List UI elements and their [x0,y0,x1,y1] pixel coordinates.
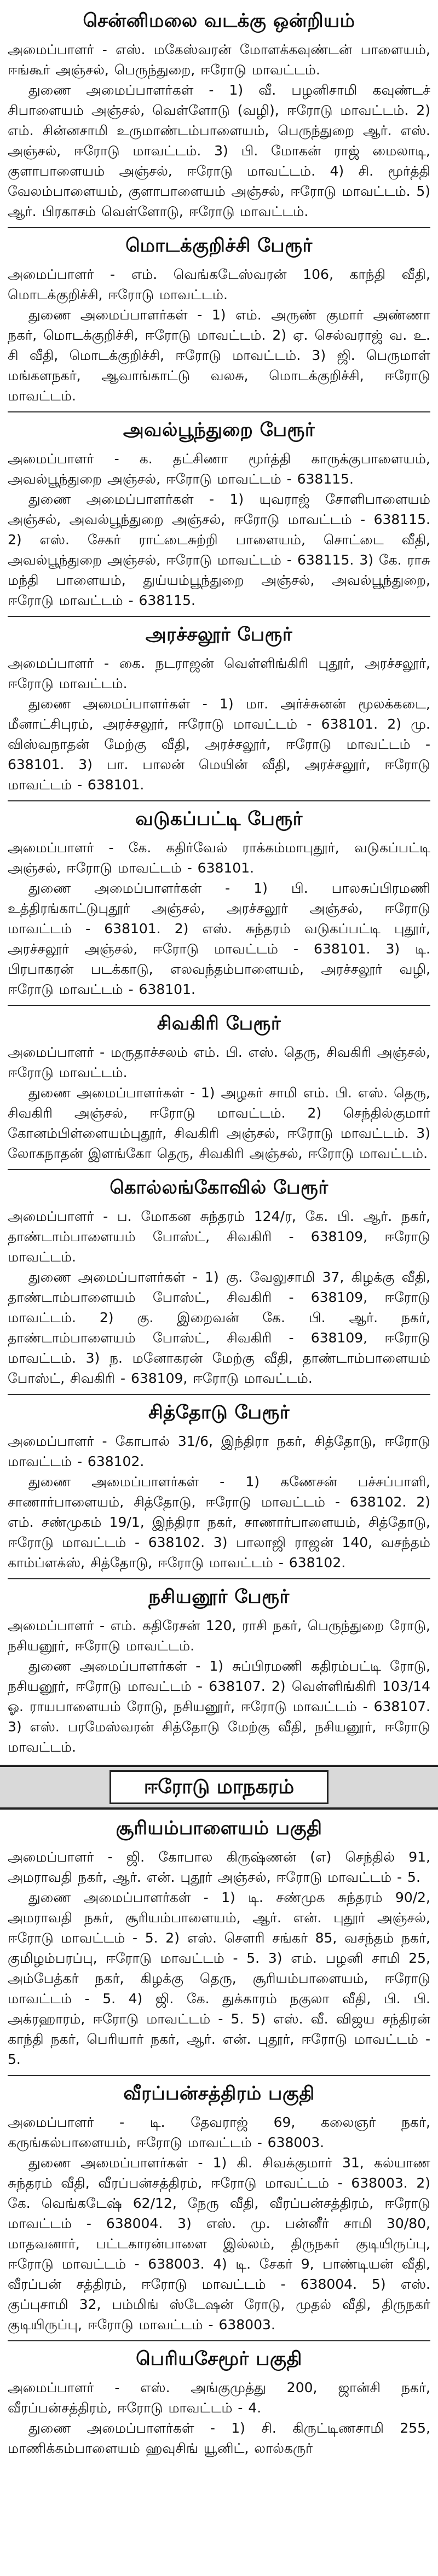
organizer-paragraph: அமைப்பாளர் - மருதாச்சலம் எம். பி. எஸ். தெரு, சிவகிரி அஞ்சல், ஈரோடு மாவட்டம். [8,1044,430,1080]
deputy-organizers-paragraph: துணை அமைப்பாளர்கள் - 1) எம். அருண் குமார் அண்ணா நகர், மொடக்குறிச்சி, ஈரோடு மாவட்டம். 2) ஏ. செல்வராஜ் வ. உ. சி வீதி, மொடக்குறிச்சி, ஈரோடு மாவட்டம். 3) ஜி. பெருமாள் மங்களநகர், ஆவாங்காட்டு வலசு, மொடக்குறிச்சி, ஈரோடு மாவட்டம். [8,307,430,404]
city-sections [8,1814,430,2458]
section [8,227,430,406]
section-divider [8,411,430,412]
section-title: வடுகப்பட்டி பேரூர் [135,808,303,830]
section [8,2075,430,2335]
section [8,1578,430,1757]
section-divider [8,616,430,617]
section-divider [8,2075,430,2076]
section [8,1005,430,1164]
deputy-organizers-paragraph: துணை அமைப்பாளர்கள் - 1) கு. வேலுசாமி 37, கிழக்கு வீதி, தாண்டாம்பாளையம் போஸ்ட், சிவகிரி - 638109, ஈரோடு மாவட்டம். 2) கு. இறைவன் கே. பி. ஆர். நகர், தாண்டாம்பாளையம் போஸ்ட், சிவகிரி - 638109, ஈரோடு மாவட்டம். 3) ந. மனோகரன் மேற்கு வீதி, தாண்டாம்பாளையம் போஸ்ட், சிவகிரி - 638109, ஈரோடு மாவட்டம். [8,1269,430,1386]
organizer-paragraph: அமைப்பாளர் - க. தட்சிணா மூர்த்தி காருக்குபாளையம், அவல்பூந்துறை அஞ்சல், ஈரோடு மாவட்டம் - 638115. [8,451,430,487]
deputy-organizers-paragraph: துணை அமைப்பாளர்கள் - 1) மா. அர்ச்சுனன் மூலக்கடை, மீனாட்சிபுரம், அரச்சலூர், ஈரோடு மாவட்டம் - 638101. 2) மு. விஸ்வநாதன் மேற்கு வீதி, அரச்சலூர், ஈரோடு மாவட்டம் - 638101. 3) பா. பாலன் மெயின் வீதி, அரச்சலூர், ஈரோடு மாவட்டம் - 638101. [8,696,430,793]
section [8,800,430,999]
section-title: அரச்சலூர் பேரூர் [145,624,293,646]
section [8,7,430,222]
section-divider [8,1578,430,1579]
deputy-organizers-paragraph: துணை அமைப்பாளர்கள் - 1) சுப்பிரமணி கதிரம்பட்டி ரோடு, நசியனூர், ஈரோடு மாவட்டம் - 638107. 2) வெள்ளிங்கிரி 103/14 ஓ. ராயபாளையம் ரோடு, நசியனூர், ஈரோடு மாவட்டம் - 638107. 3) எஸ். பரமேஸ்வரன் சித்தோடு மேற்கு வீதி, நசியனூர், ஈரோடு மாவட்டம். [8,1658,430,1755]
section-title: கொல்லங்கோவில் பேரூர் [110,1177,328,1199]
deputy-organizers-paragraph: துணை அமைப்பாளர்கள் - 1) சி. கிருட்டிணசாமி 255, மாணிக்கம்பாளையம் ஹவுசிங் யூனிட், லால்கருர் [8,2420,430,2456]
deputy-organizers-paragraph: துணை அமைப்பாளர்கள் - 1) டி. சண்முக சுந்தரம் 90/2, அமராவதி நகர், சூரியம்பாளையம், ஆர். என். புதூர் அஞ்சல், ஈரோடு மாவட்டம் - 5. 2) எஸ். சௌரி சங்கர் 85, வசந்தம் நகர், குமிழம்பரப்பு, ஈரோடு மாவட்டம் - 5. 3) எம். பழனி சாமி 25, அம்பேத்கர் நகர், கிழக்கு தெரு, சூரியம்பாளையம், ஈரோடு மாவட்டம் - 5. 4) ஜி. கே. துக்காரம் நகுலா வீதி, பி. பி. அக்ரஹாரம், ஈரோடு மாவட்டம் - 5. 5) எஸ். வீ. விஜய சந்திரன் காந்தி நகர், பெரியார் நகர், ஆர். என். புதூர், ஈரோடு மாவட்டம் - 5. [8,1889,430,2067]
section-title: சென்னிமலை வடக்கு ஒன்றியம் [83,10,355,32]
section-title: வீரப்பன்சத்திரம் பகுதி [123,2083,315,2104]
section [8,1169,430,1388]
organizer-paragraph: அமைப்பாளர் - எஸ். அங்குமுத்து 200, ஜான்சி நகர், வீரப்பன்சத்திரம், ஈரோடு மாவட்டம் - 4. [8,2380,430,2416]
section-divider [8,1394,430,1395]
section [8,616,430,795]
organizer-paragraph: அமைப்பாளர் - கோபால் 31/6, இந்திரா நகர், சித்தோடு, ஈரோடு மாவட்டம் - 638102. [8,1433,430,1469]
organizer-paragraph: அமைப்பாளர் - கை. நடராஜன் வெள்ளிங்கிரி புதூர், அரச்சலூர், ஈரோடு மாவட்டம். [8,655,430,691]
section-divider [8,2340,430,2341]
city-banner [0,1765,438,1810]
deputy-organizers-paragraph: துணை அமைப்பாளர்கள் - 1) அழகர் சாமி எம். பி. எஸ். தெரு, சிவகிரி அஞ்சல், ஈரோடு மாவட்டம். 2) செந்தில்குமார் கோனம்பிள்ளையம்புதூர், சிவகிரி அஞ்சல், ஈரோடு மாவட்டம். 3) லோகநாதன் இளங்கோ தெரு, சிவகிரி அஞ்சல், ஈரோடு மாவட்டம். [8,1085,430,1161]
section [8,2340,430,2458]
section-title: அவல்பூந்துறை பேரூர் [123,419,315,441]
organizer-paragraph: அமைப்பாளர் - டி. தேவராஜ் 69, கலைஞர் நகர், கருங்கல்பாளையம், ஈரோடு மாவட்டம் - 638003. [8,2114,430,2150]
section [8,1814,430,2069]
section-title: சூரியம்பாளையம் பகுதி [116,1817,322,1839]
section-title: மொடக்குறிச்சி பேரூர் [125,235,313,257]
city-banner-title: ஈரோடு மாநகரம் [110,1770,328,1804]
organizer-paragraph: அமைப்பாளர் - கே. கதிர்வேல் ராக்கம்மாபுதூர், வடுகப்பட்டி அஞ்சல், ஈரோடு மாவட்டம் - 638101. [8,840,430,876]
rural-sections [8,7,430,1757]
deputy-organizers-paragraph: துணை அமைப்பாளர்கள் - 1) பி. பாலசுப்பிரமணி உத்திரங்காட்டுபுதூர் அஞ்சல், அரச்சலூர் அஞ்சல், ஈரோடு மாவட்டம் - 638101. 2) எஸ். சுந்தரம் வடுகப்பட்டி புதூர், அரச்சலூர் அஞ்சல், ஈரோடு மாவட்டம் - 638101. 3) டி. பிரபாகரன் படக்காடு, எலவந்தம்பாளையம், அரச்சலூர் வழி, ஈரோடு மாவட்டம் - 638101. [8,880,430,997]
deputy-organizers-paragraph: துணை அமைப்பாளர்கள் - 1) கணேசன் பச்சப்பாளி, சாணார்பாளையம், சித்தோடு, ஈரோடு மாவட்டம் - 638102. 2) எம். சண்முகம் 19/1, இந்திரா நகர், சாணார்பாளையம், சித்தோடு, ஈரோடு மாவட்டம் - 638102. 3) பாலாஜி ராஜன் 140, வசந்தம் காம்ப்ளக்ஸ், சித்தோடு, ஈரோடு மாவட்டம் - 638102. [8,1474,430,1571]
deputy-organizers-paragraph: துணை அமைப்பாளர்கள் - 1) வீ. பழனிசாமி கவுண்டச் சிபாளையம் அஞ்சல், வெள்ளோடு (வழி), ஈரோடு மாவட்டம். 2) எம். சின்னசாமி உருமாண்டம்பாளையம், பெருந்துறை ஆர். எஸ். அஞ்சல், ஈரோடு மாவட்டம். 3) பி. மோகன் ராஜ் மைலாடி, குளாபாளையம் அஞ்சல், ஈரோடு மாவட்டம். 4) சி. மூர்த்தி வேலம்பாளையம், குளாபாளையம் அஞ்சல், ஈரோடு மாவட்டம். 5) ஆர். பிரகாசம் வெள்ளோடு, ஈரோடு மாவட்டம். [8,82,430,219]
section-divider [8,1169,430,1170]
organizer-paragraph: அமைப்பாளர் - எஸ். மகேஸ்வரன் மோளக்கவுண்டன் பாளையம், ஈங்கூர் அஞ்சல், பெருந்துறை, ஈரோடு மாவட்டம். [8,42,430,78]
section-title: நசியனூர் பேரூர் [148,1586,290,1608]
organizer-paragraph: அமைப்பாளர் - எம். கதிரேசன் 120, ராசி நகர், பெருந்துறை ரோடு, நசியனூர், ஈரோடு மாவட்டம். [8,1618,430,1654]
deputy-organizers-paragraph: துணை அமைப்பாளர்கள் - 1) யுவராஜ் சோளிபாளையம் அஞ்சல், அவல்பூந்துறை அஞ்சல், ஈரோடு மாவட்டம் - 638115. 2) எஸ். சேகர் ராட்டைசுற்றி பாளையம், சொட்டை வீதி, அவல்பூந்துறை அஞ்சல், ஈரோடு மாவட்டம் - 638115. 3) கே. ராசு மந்தி பாளையம், துய்யம்பூந்துறை அஞ்சல், அவல்பூந்துறை, ஈரோடு மாவட்டம் - 638115. [8,491,430,608]
section-divider [8,1005,430,1006]
section-divider [8,227,430,228]
organizer-paragraph: அமைப்பாளர் - ஜி. கோபால கிருஷ்ணன் (எ) செந்தில் 91, அமராவதி நகர், ஆர். என். புதூர் அஞ்சல், ஈரோடு மாவட்டம் - 5. [8,1849,430,1885]
section-title: சித்தோடு பேரூர் [148,1402,290,1423]
deputy-organizers-paragraph: துணை அமைப்பாளர்கள் - 1) கி. சிவக்குமார் 31, கல்யாண சுந்தரம் வீதி, வீரப்பன்சத்திரம், ஈரோடு மாவட்டம் - 638003. 2) கே. வெங்கடேஷ் 62/12, நேரு வீதி, வீரப்பன்சத்திரம், ஈரோடு மாவட்டம் - 638004. 3) எஸ். மு. பன்னீர் சாமி 30/80, மாதவனார், பட்டகாரன்பாளை இல்லம், திருநகர் குடியிருப்பு, ஈரோடு மாவட்டம் - 638003. 4) டி. சேகர் 9, பாண்டியன் வீதி, வீரப்பன் சத்திரம், ஈரோடு மாவட்டம் - 638004. 5) எஸ். குப்புசாமி 32, பம்மிங் ஸ்டேஷன் ரோடு, முதல் வீதி, திருநகர் குடியிருப்பு, ஈரோடு மாவட்டம் - 638003. [8,2155,430,2333]
section-title: பெரியசேமூர் பகுதி [136,2348,302,2370]
section-divider [8,800,430,801]
organizer-paragraph: அமைப்பாளர் - ப. மோகன சுந்தரம் 124/ர, கே. பி. ஆர். நகர், தாண்டாம்பாளையம் போஸ்ட், சிவகிரி - 638109, ஈரோடு மாவட்டம். [8,1208,430,1265]
organizer-paragraph: அமைப்பாளர் - எம். வெங்கடேஸ்வரன் 106, காந்தி வீதி, மொடக்குறிச்சி, ஈரோடு மாவட்டம். [8,266,430,303]
section [8,1394,430,1573]
section-title: சிவகிரி பேரூர் [157,1013,281,1034]
section [8,411,430,610]
